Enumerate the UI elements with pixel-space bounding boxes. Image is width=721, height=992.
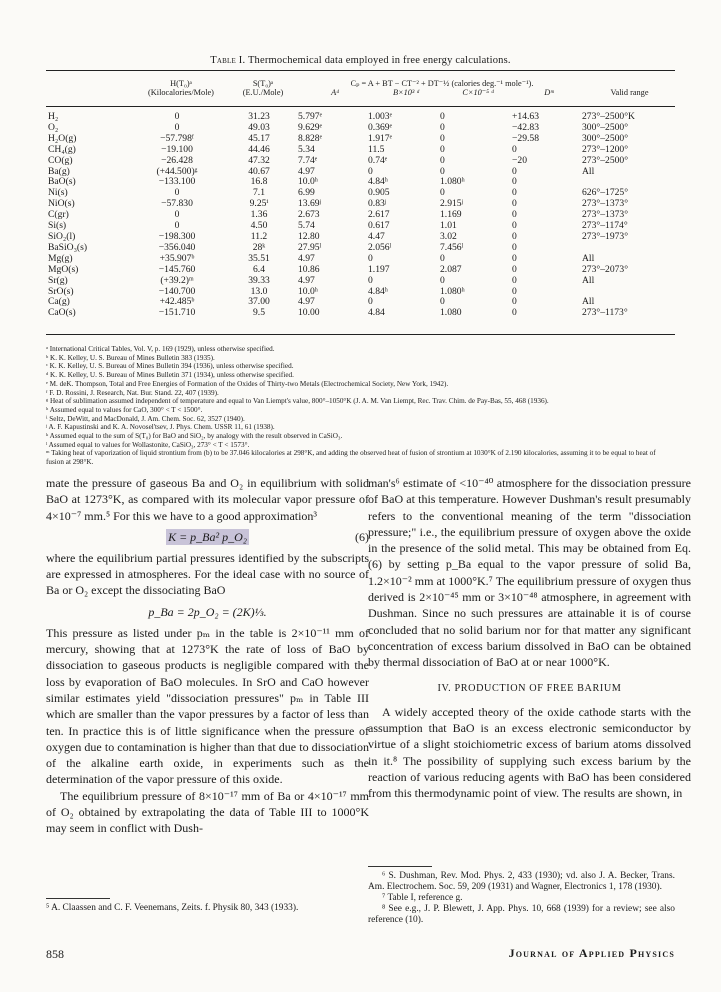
table-cell: +35.907ᵇ — [159, 252, 195, 264]
table-cell: 0 — [512, 176, 517, 188]
table-cell: 0 — [512, 263, 517, 275]
table-row — [46, 297, 675, 308]
table-cell — [580, 287, 675, 298]
table-row — [46, 254, 675, 265]
table-cell: 4.50 — [250, 220, 268, 232]
table-cell: 0.369ᵉ — [368, 121, 393, 133]
table-cell: H₂ — [48, 111, 59, 122]
table-cell: 0 — [512, 241, 517, 253]
table-top-rule — [46, 70, 675, 71]
table-cell: 0 — [512, 296, 517, 308]
table-cell: 3.02 — [440, 230, 457, 242]
table-cell: −133.100 — [158, 176, 196, 188]
table-cell: 13.0 — [250, 285, 268, 297]
table-cell: Ba(g) — [48, 165, 70, 177]
left-column — [46, 475, 369, 837]
table-cell: 5.34 — [298, 143, 315, 155]
table-cell: 1.917ᵉ — [368, 132, 393, 144]
table-footnote: ᵏ Assumed equal to the sum of S(T₀) for BaO and SiO₂, by analogy with the result observed in CaSiO₃. — [46, 432, 343, 441]
table-cell: 2.056ˡ — [368, 241, 392, 253]
table-footnote: ᶜ K. K. Kelley, U. S. Bureau of Mines Bulletin 394 (1936), unless otherwise specified. — [46, 362, 294, 371]
table-label: Table I. — [210, 55, 246, 66]
equation-7 — [46, 599, 369, 625]
table-cell: 5.74 — [298, 220, 315, 232]
table-cell: 0 — [512, 230, 517, 242]
table-footnotes — [46, 345, 675, 467]
table-row — [46, 123, 675, 134]
table-footnote: ⁱ Seltz, DeWitt, and MacDonald, J. Am. Chem. Soc. 62, 3527 (1940). — [46, 414, 245, 423]
table-cell — [580, 243, 675, 254]
table-cell: 4.84ʰ — [368, 285, 388, 297]
table-cell: 0 — [512, 165, 517, 177]
table-footnote: ᵃ International Critical Tables, Vol. V, p. 169 (1929), unless otherwise specified. — [46, 345, 275, 353]
equation-6 — [46, 524, 369, 550]
table-cell: 47.32 — [248, 154, 270, 166]
table-cell: 45.17 — [248, 132, 270, 144]
header-enthalpy-units: (Kilocalories/Mole) — [148, 88, 214, 97]
table-cell: 0 — [174, 209, 180, 221]
table-cell: 0 — [440, 154, 445, 166]
table-cell: 5.797ᵉ — [298, 111, 323, 122]
table-cell: −57.798ᶠ — [160, 132, 194, 144]
table-cell: 0.905 — [368, 187, 390, 199]
table-cell: All — [582, 252, 595, 264]
paragraph: This pressure as listed under pₘ in the table is 2×10⁻¹¹ mm of mercury, showing that at 1273°K the rate of loss of BaO by dissociation to gaseous products is negligible compared with the loss by evaporation of BaO molecules. In SrO and CaO however similar estimates yield "dissociation pressures" pₘ in Table III which are smaller than the vapor pressures by a factor of less than ten. In practice this is of little significance when the pressure of oxygen due to contamination is higher than that due to dissociation of the alkaline earth oxide, in experiments such as the determination of the vapor pressure of this oxide. — [46, 625, 369, 787]
table-cell: CH₄(g) — [48, 143, 76, 155]
table-cell: All — [582, 165, 595, 177]
table-cell: 0 — [512, 220, 517, 232]
table-cell: 1.003ᵉ — [368, 111, 393, 122]
table-cell: 2.087 — [440, 263, 462, 275]
footnote-5: ⁵ A. Claassen and C. F. Veenemans, Zeits. f. Physik 80, 343 (1933). — [46, 903, 299, 913]
table-cell: 1.01 — [440, 220, 457, 232]
table-cell: 273°–1973° — [582, 230, 629, 242]
table-cell: 0 — [440, 252, 445, 264]
table-cell: C(gr) — [48, 209, 69, 221]
header-d: Dᵐ — [544, 88, 554, 97]
table-cell: 7.456ˡ — [440, 241, 464, 253]
table-cell: 0 — [512, 187, 517, 199]
table-cell: 0 — [440, 143, 445, 155]
table-cell: 16.8 — [250, 176, 268, 188]
table-cell: SiO₂(l) — [48, 230, 76, 242]
table-cell: 35.51 — [248, 252, 270, 264]
table-row — [46, 167, 675, 178]
table-cell: 0.83ʲ — [368, 198, 387, 210]
table-cell: 27.95ˡ — [298, 241, 322, 253]
header-b: B×10³ ᵈ — [392, 88, 420, 97]
table-cell: 0 — [512, 252, 517, 264]
header-enthalpy-symbol: H(T₀)ᵃ — [170, 79, 192, 88]
table-cell: NiO(s) — [48, 198, 75, 210]
table-cell: 4.97 — [298, 274, 315, 286]
table-cell: 0 — [174, 187, 180, 199]
table-row — [46, 265, 675, 276]
table-cell: 0 — [512, 307, 517, 319]
page-number: 858 — [46, 947, 64, 961]
table-footnote: ʰ Assumed equal to values for CaO, 300° < T < 1500°. — [46, 405, 203, 414]
table-row — [46, 276, 675, 287]
header-a: Aᵈ — [331, 88, 339, 97]
table-cell: −26.428 — [161, 154, 193, 166]
table-cell: 1.36 — [250, 209, 268, 221]
table-cell: All — [582, 274, 595, 286]
table-cell: 1.080ʰ — [440, 176, 465, 188]
table-cell: 9.5 — [253, 307, 265, 319]
table-cell: −19.100 — [161, 143, 193, 155]
table-cell: BaO(s) — [48, 176, 76, 188]
table-cell: 273°–2500° — [582, 154, 629, 166]
table-cell: 626°–1725° — [582, 187, 629, 199]
table-cell: 44.46 — [248, 143, 270, 155]
footnote-rule — [368, 866, 432, 867]
table-cell: 37.00 — [248, 296, 270, 308]
table-cell: CaO(s) — [48, 307, 76, 319]
table-footnote: ᵈ K. K. Kelley, U. S. Bureau of Mines Bulletin 371 (1934), unless otherwise specified. — [46, 371, 294, 380]
table-row — [46, 188, 675, 199]
header-entropy-units: (E.U./Mole) — [242, 88, 284, 97]
table-cell: 2.617 — [368, 209, 390, 221]
table-cell: 273°–1173° — [582, 307, 628, 319]
table-cell: 0 — [440, 274, 445, 286]
table-row — [46, 177, 675, 188]
table-cell: −198.300 — [158, 230, 196, 242]
table-cell: 31.23 — [248, 111, 270, 122]
table-row — [46, 221, 675, 232]
table-cell: 1.197 — [368, 263, 390, 275]
right-column — [368, 475, 691, 802]
table-footnote: ᵍ Heat of sublimation assumed independent of temperature and equal to Van Liempt's value, 800°–1050°K (J. A. M. Van Liempt, Rec. Trav. Chim. de Pay-Bas, 55, 468 (1936). — [46, 397, 549, 406]
table-header-rule — [46, 106, 675, 107]
table-cell: SrO(s) — [48, 285, 74, 297]
table-row — [46, 210, 675, 221]
table-cell: 0 — [512, 285, 517, 297]
table-cell: +42.485ᵇ — [159, 296, 195, 308]
thermochemical-table — [46, 112, 675, 319]
table-cell: 11.5 — [368, 143, 385, 155]
table-cell: 0 — [368, 296, 373, 308]
table-cell: BaSiO₃(s) — [48, 241, 88, 253]
table-cell: Sr(g) — [48, 274, 68, 286]
paragraph: where the equilibrium partial pressures identified by the subscripts are expressed in atmospheres. For the ideal case with no source of Ba or O₂ except the dissociating BaO — [46, 550, 369, 598]
table-cell: 7.1 — [253, 187, 265, 199]
table-cell: 273°–1174° — [582, 220, 628, 232]
journal-name: Journal of Applied Physics — [508, 946, 675, 960]
table-cell: 0 — [174, 220, 180, 232]
table-cell: 0 — [368, 165, 373, 177]
table-cell: 273°–2073° — [582, 263, 629, 275]
table-cell: 11.2 — [250, 230, 268, 242]
table-row — [46, 308, 675, 319]
table-cell: 273°–1200° — [582, 143, 629, 155]
table-cell: −356.040 — [158, 241, 196, 253]
table-cell: 0 — [512, 198, 517, 210]
header-cp-formula: Cₚ = A + BT − CT⁻² + DT⁻½ (calories deg.⁻¹ mole⁻¹). — [350, 79, 534, 88]
table-cell: 0 — [512, 274, 517, 286]
table-cell: 273°–1373° — [582, 209, 629, 221]
table-row — [46, 232, 675, 243]
table-cell: 13.69ʲ — [298, 198, 322, 210]
footnote-7: ⁷ Table I, reference g. — [382, 893, 463, 903]
table-cell: CO(g) — [48, 154, 73, 166]
paragraph: mate the pressure of gaseous Ba and O₂ in equilibrium with solid BaO at 1273°K, as compared with its molecular vapor pressure of 4×10⁻⁷ mm.⁵ For this we have to a good approximation³ — [46, 476, 369, 523]
table-cell: (+44.500)ᵍ — [156, 165, 198, 177]
table-cell: MgO(s) — [48, 263, 79, 275]
equation-6-formula: K = p_Ba² p_O₂ — [168, 529, 247, 544]
table-cell: 8.828ᵉ — [298, 132, 323, 144]
footnote-6: ⁶ S. Dushman, Rev. Mod. Phys. 2, 433 (1930); vd. also J. A. Becker, Trans. Am. Electrochem. Soc. 59, 209 (1931) and Wagner, Electronics 1, 178 (1930). — [368, 871, 675, 892]
table-cell: 1.080ʰ — [440, 285, 465, 297]
table-cell: 4.97 — [298, 296, 315, 308]
table-footnote: ᵐ Taking heat of vaporization of liquid strontium from (b) to be 37.046 kilocalories at 298°K, and adding the observed heat of fusion of strontium at 1030°K of 2.190 kilocalories, assuming it to be equal to heat of fusion at 298°K. — [46, 449, 656, 467]
footnote-rule — [46, 898, 110, 899]
table-cell: 273°–1373° — [582, 198, 629, 210]
paragraph: A widely accepted theory of the oxide cathode starts with the assumption that BaO is an excess electronic semiconductor by virtue of a slight stoichiometric excess of barium atoms dissolved in it.⁸ The possibility of supplying such excess barium by the reaction of various reducing agents with BaO has been considered from this thermodynamic point of view. The results are shown, in — [368, 704, 691, 801]
table-cell: 49.03 — [248, 121, 270, 133]
table-cell: All — [582, 296, 595, 308]
table-cell: −29.58 — [512, 132, 539, 144]
table-cell: 39.33 — [248, 274, 270, 286]
table-cell: 10.00 — [298, 307, 320, 319]
equation-number: (6) — [355, 529, 369, 544]
table-cell: 0 — [368, 252, 373, 264]
table-cell: 1.169 — [440, 209, 462, 221]
table-cell: 4.84 — [368, 307, 385, 319]
table-cell: 7.74ᵉ — [298, 154, 318, 166]
footnote-8: ⁸ See e.g., J. P. Blewett, J. App. Phys. 10, 668 (1939) for a review; see also reference (10). — [368, 904, 675, 925]
section-heading: IV. PRODUCTION OF FREE BARIUM — [437, 682, 622, 694]
table-cell: Ca(g) — [48, 296, 70, 308]
table-cell: 9.25ⁱ — [249, 198, 269, 210]
table-cell: 40.67 — [248, 165, 270, 177]
table-cell: +14.63 — [512, 111, 539, 122]
table-cell: Ni(s) — [48, 187, 68, 199]
table-row — [46, 134, 675, 145]
table-footnote: ᵉ M. deK. Thompson, Total and Free Energies of Formation of the Oxides of Thirty-two Metals (Electrochemical Society, New York, 1942). — [46, 379, 449, 388]
table-cell: 6.99 — [298, 187, 315, 199]
table-cell: 0.617 — [368, 220, 390, 232]
table-cell: 4.97 — [298, 252, 315, 264]
table-cell: 4.84ʰ — [368, 176, 388, 188]
table-cell: 0 — [440, 165, 445, 177]
footnotes-right — [368, 871, 675, 926]
table-cell: 0 — [512, 143, 517, 155]
table-cell: (+39.2)ᵐ — [160, 274, 194, 286]
table-cell: −20 — [512, 154, 528, 166]
table-cell: 0.74ᵉ — [368, 154, 388, 166]
table-cell: −151.710 — [158, 307, 196, 319]
table-cell: 28ᵏ — [252, 241, 266, 253]
table-cell: Mg(g) — [48, 252, 73, 264]
header-valid-range: Valid range — [610, 88, 649, 97]
table-cell: 2.915ʲ — [440, 198, 464, 210]
table-cell: −140.700 — [158, 285, 196, 297]
table-footnote: ᵇ K. K. Kelley, U. S. Bureau of Mines Bulletin 383 (1935). — [46, 353, 215, 362]
table-cell: 2.673 — [298, 209, 320, 221]
table-cell: 1.080 — [440, 307, 462, 319]
table-row — [46, 199, 675, 210]
table-cell: 12.80 — [298, 230, 320, 242]
table-row — [46, 145, 675, 156]
table-cell: 0 — [440, 132, 445, 144]
table-cell: −42.83 — [512, 121, 539, 133]
table-row — [46, 287, 675, 298]
table-cell: 0 — [440, 121, 445, 133]
table-cell: 6.4 — [253, 263, 265, 275]
table-footnote: ᶠ F. D. Rossini, J. Research, Nat. Bur. Stand. 22, 407 (1939). — [46, 388, 219, 397]
table-cell: 0 — [368, 274, 373, 286]
table-cell: 10.0ʰ — [298, 285, 318, 297]
table-cell: 4.47 — [368, 230, 385, 242]
table-cell: 0 — [440, 296, 445, 308]
table-cell: 273°–2500°K — [582, 111, 635, 122]
table-cell: Si(s) — [48, 220, 67, 232]
table-cell: 0 — [174, 121, 180, 133]
table-row — [46, 156, 675, 167]
table-cell: −57.830 — [161, 198, 193, 210]
table-cell: 300°–2500° — [582, 132, 629, 144]
header-c: C×10⁻⁵ ᵈ — [462, 88, 494, 97]
table-cell: 300°–2500° — [582, 121, 629, 133]
header-entropy — [226, 79, 300, 97]
table-row — [46, 243, 675, 254]
table-caption — [0, 55, 721, 66]
table-title: Thermochemical data employed in free energy calculations. — [247, 55, 511, 66]
table-cell: 0 — [440, 111, 445, 122]
table-row — [46, 112, 675, 123]
header-entropy-symbol: S(T₀)ᵃ — [252, 79, 274, 88]
table-cell: 10.0ʰ — [298, 176, 318, 188]
table-cell: −145.760 — [158, 263, 196, 275]
table-cell: 0 — [512, 209, 517, 221]
table-cell: 10.86 — [298, 263, 320, 275]
table-cell: 4.97 — [298, 165, 315, 177]
table-bottom-rule — [46, 334, 675, 335]
table-cell: 0 — [174, 111, 180, 122]
paragraph: man's⁶ estimate of <10⁻⁴⁰ atmosphere for the dissociation pressure of BaO at this temperature. However Dushman's result presumably refers to the conventional meaning of the term "dissociation pressure;" i.e., the equilibrium pressure of oxygen above the oxide in the presence of the solid metal. This may be obtained from Eq. (6) by setting p_Ba equal to the vapor pressure of solid Ba, 1.2×10⁻² mm at 1000°K.⁷ The equilibrium pressure of oxygen thus derived is 2×10⁻⁴⁵ mm or 3×10⁻⁴⁸ atmosphere, in agreement with Dushman. Since no such pressures are attainable it is of course concluded that no solid barium nor for that matter any significant concentration of excess barium dissolved in BaO can be obtained by thermal dissociation of BaO at or near 1000°K. — [368, 476, 691, 670]
table-cell: 0 — [440, 187, 445, 199]
equation-7-formula: p_Ba = 2p_O₂ = (2K)⅓. — [148, 604, 267, 619]
header-enthalpy — [136, 79, 226, 97]
table-footnote: ˡ Assumed equal to values for Wollastonite, CaSiO₃, 273° < T < 1573°. — [46, 440, 250, 449]
table-cell: H₂O(g) — [48, 132, 77, 144]
table-cell: O₂ — [48, 121, 59, 133]
table-footnote: ʲ A. F. Kapustinski and K. A. Novosel'tsev, J. Phys. Chem. USSR 11, 61 (1938). — [46, 423, 275, 432]
table-cell: 9.629ᵉ — [298, 121, 323, 133]
paragraph: The equilibrium pressure of 8×10⁻¹⁷ mm of Ba or 4×10⁻¹⁷ mm of O₂ obtained by extrapolating the data of Table III to 1000°K may seem in conflict with Dush- — [46, 788, 369, 836]
